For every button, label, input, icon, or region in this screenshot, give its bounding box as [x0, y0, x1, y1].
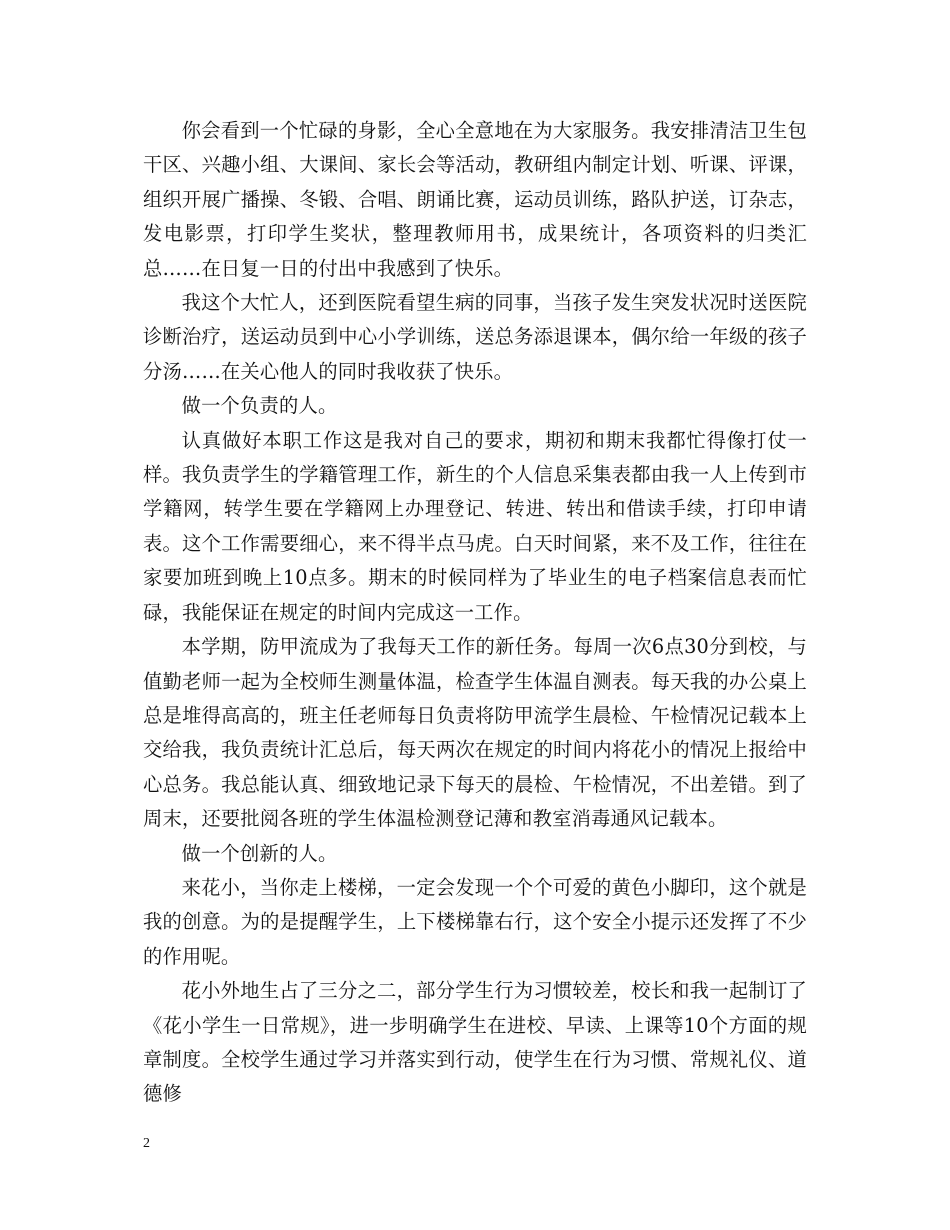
document-body [143, 114, 807, 1112]
paragraph-3-heading: 做一个负责的人。 [181, 394, 338, 418]
paragraph-2: 我这个大忙人，还到医院看望生病的同事，当孩子发生突发状况时送医院诊断治疗，送运动员到中心小学训练，送总务添退课本，偶尔给一年级的孩子分汤……在关心他人的同时我收获了快乐。 [143, 291, 807, 383]
paragraph-5: 本学期，防甲流成为了我每天工作的新任务。每周一次6点30分到校，与值勤老师一起为全校师生测量体温，检查学生体温自测表。每天我的办公桌上总是堆得高高的，班主任老师每日负责将防甲流学生晨检、午检情况记载本上交给我，我负责统计汇总后，每天两次在规定的时间内将花小的情况上报给中心总务。我总能认真、细致地记录下每天的晨检、午检情况，不出差错。到了周末，还要批阅各班的学生体温检测登记薄和教室消毒通风记载本。 [143, 635, 807, 831]
page-number: 2 [143, 1136, 150, 1151]
paragraph-6-heading: 做一个创新的人。 [181, 841, 338, 865]
paragraph-1: 你会看到一个忙碌的身影，全心全意地在为大家服务。我安排清洁卫生包干区、兴趣小组、大课间、家长会等活动，教研组内制定计划、听课、评课，组织开展广播操、冬锻、合唱、朗诵比赛，运动员训练，路队护送，订杂志，发电影票，打印学生奖状，整理教师用书，成果统计，各项资料的归类汇总……在日复一日的付出中我感到了快乐。 [143, 119, 807, 280]
paragraph-7: 来花小，当你走上楼梯，一定会发现一个个可爱的黄色小脚印，这个就是我的创意。为的是提醒学生，上下楼梯靠右行，这个安全小提示还发挥了不少的作用呢。 [143, 875, 807, 968]
paragraph-4: 认真做好本职工作这是我对自己的要求，期初和期末我都忙得像打仗一样。我负责学生的学籍管理工作，新生的个人信息采集表都由我一人上传到市学籍网，转学生要在学籍网上办理登记、转进、转出和借读手续，打印申请表。这个工作需要细心，来不得半点马虎。白天时间紧，来不及工作，往往在家要加班到晚上10点多。期末的时候同样为了毕业生的电子档案信息表而忙碌，我能保证在规定的时间内完成这一工作。 [143, 428, 807, 624]
paragraph-8: 花小外地生占了三分之二，部分学生行为习惯较差，校长和我一起制订了《花小学生一日常规》，进一步明确学生在进校、早读、上课等10个方面的规章制度。全校学生通过学习并落实到行动，使学生在行为习惯、常规礼仪、道德修 [143, 979, 807, 1106]
